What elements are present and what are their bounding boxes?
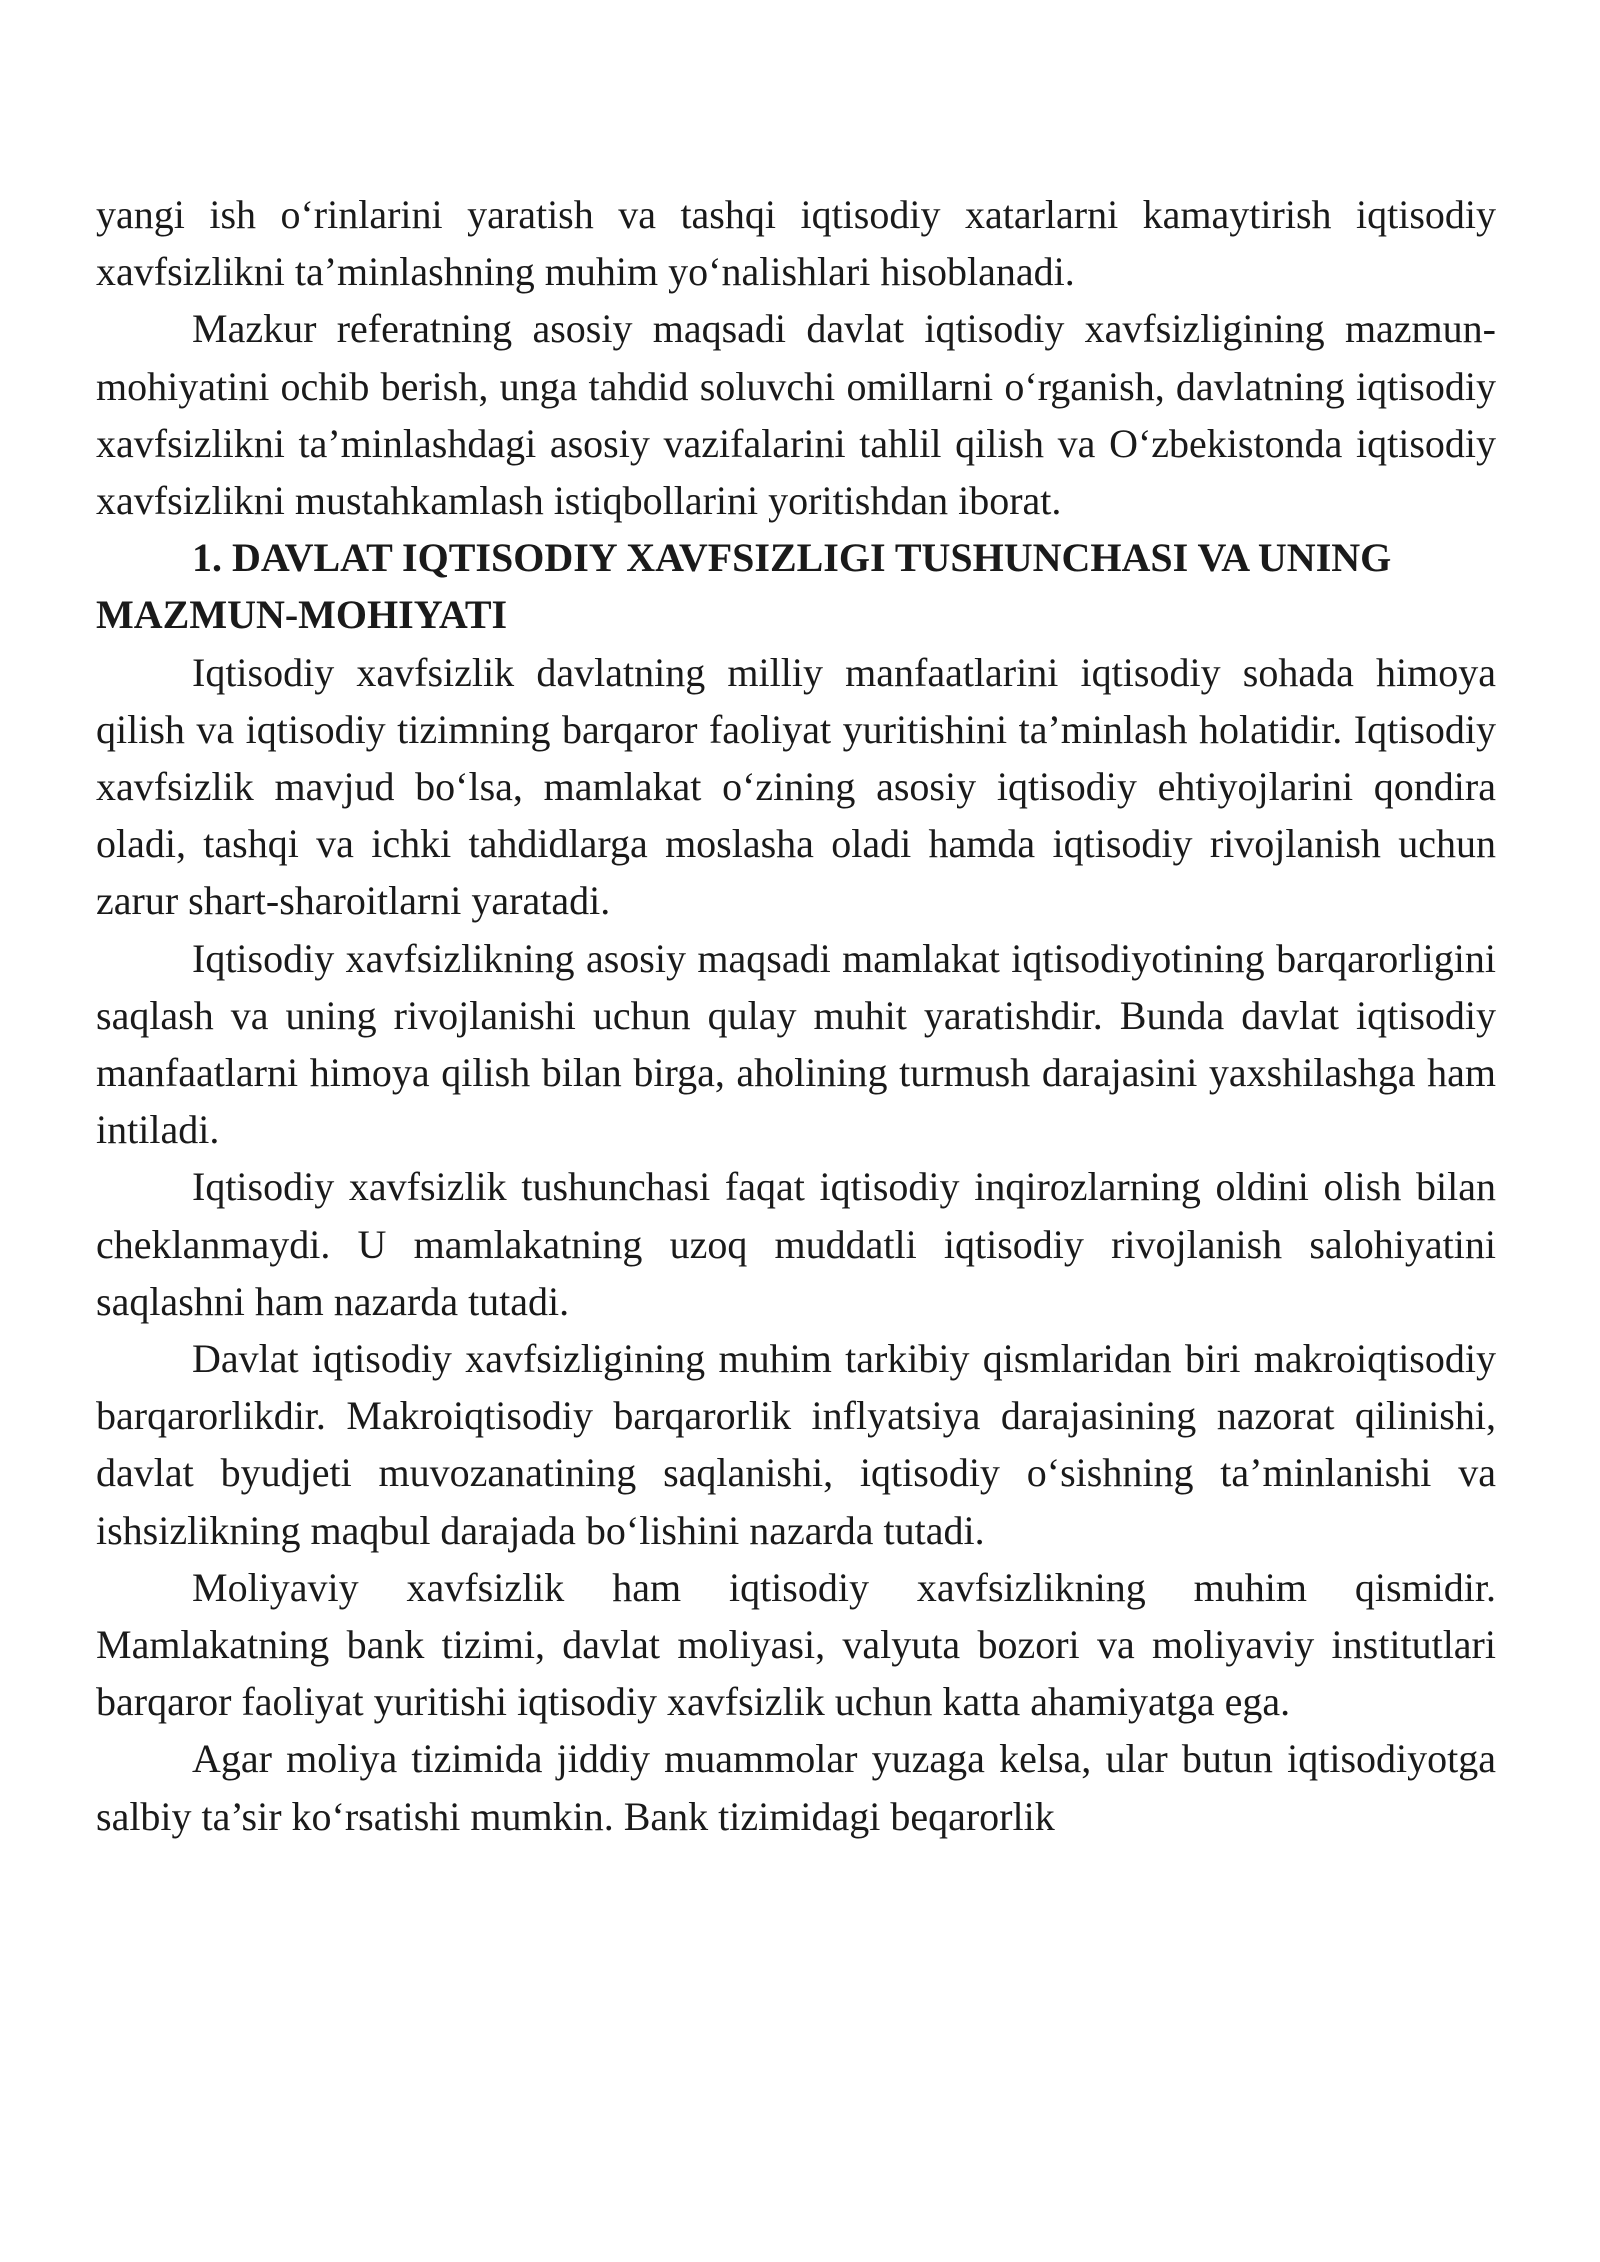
paragraph-financial-problems: Agar moliya tizimida jiddiy muammolar yuzaga kelsa, ular butun iqtisodiyotga salbiy ta’sir ko‘rsatishi mumkin. Bank tizimidagi beqarorlik [96, 1736, 1496, 1839]
paragraph-definition: Iqtisodiy xavfsizlik davlatning milliy manfaatlarini iqtisodiy sohada himoya qilish va iqtisodiy tizimning barqaror faoliyat yuritishini ta’minlash holatidir. Iqtisodiy xavfsizlik mavjud bo‘lsa, mamlakat o‘zining asosiy iqtisodiy ehtiyojlarini qondira oladi, tashqi va ichki tahdidlarga moslasha oladi hamda iqtisodiy rivojlanish uchun zarur shart-sharoitlarni yaratadi. [96, 649, 1496, 924]
paragraph-financial-security: Moliyaviy xavfsizlik ham iqtisodiy xavfsizlikning muhim qismidir. Mamlakatning bank tizimi, davlat moliyasi, valyuta bozori va moliyaviy institutlari barqaror faoliyat yuritishi iqtisodiy xavfsizlik uchun katta ahamiyatga ega. [96, 1564, 1496, 1725]
paragraph-concept: Iqtisodiy xavfsizlik tushunchasi faqat iqtisodiy inqirozlarning oldini olish bilan cheklanmaydi. U mamlakatning uzoq muddatli iqtisodiy rivojlanish salohiyatini saqlashni ham nazarda tutadi. [96, 1164, 1496, 1324]
paragraph-purpose: Mazkur referatning asosiy maqsadi davlat iqtisodiy xavfsizligining mazmun-mohiyatini ochib berish, unga tahdid soluvchi omillarni o‘rganish, davlatning iqtisodiy xavfsizlikni ta’minlashdagi asosiy vazifalarini tahlil qilish va O‘zbekistonda iqtisodiy xavfsizlikni mustahkamlash istiqbollarini yoritishdan iborat. [96, 306, 1496, 524]
document-page [96, 186, 1496, 1845]
paragraph-macro-stability: Davlat iqtisodiy xavfsizligining muhim tarkibiy qismlaridan biri makroiqtisodiy barqarorlikdir. Makroiqtisodiy barqarorlik inflyatsiya darajasining nazorat qilinishi, davlat byudjeti muvozanatining saqlanishi, iqtisodiy o‘sishning ta’minlanishi va ishsizlikning maqbul darajada bo‘lishini nazarda tutadi. [96, 1336, 1496, 1553]
paragraph-goal: Iqtisodiy xavfsizlikning asosiy maqsadi mamlakat iqtisodiyotining barqarorligini saqlash va uning rivojlanishi uchun qulay muhit yaratishdir. Bunda davlat iqtisodiy manfaatlarni himoya qilish bilan birga, aholining turmush darajasini yaxshilashga ham intiladi. [96, 935, 1496, 1153]
paragraph-continued: yangi ish o‘rinlarini yaratish va tashqi iqtisodiy xatarlarni kamaytirish iqtisodiy xavfsizlikni ta’minlashning muhim yo‘nalishlari hisoblanadi. [96, 192, 1496, 295]
section-heading: 1. DAVLAT IQTISODIY XAVFSIZLIGI TUSHUNCHASI VA UNING MAZMUN-MOHIYATI [96, 535, 1392, 638]
